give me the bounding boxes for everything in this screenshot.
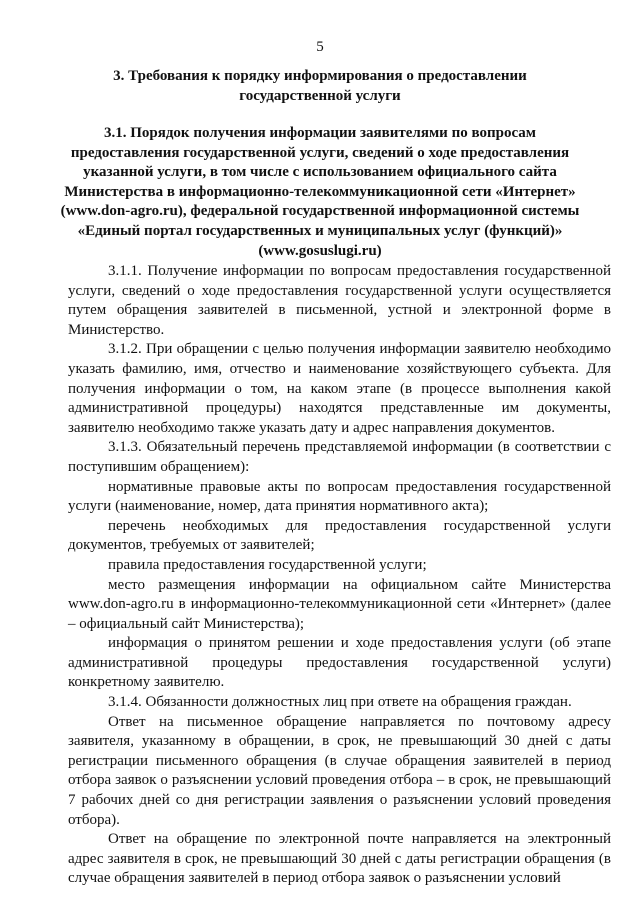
section-title-line: государственной услуги xyxy=(239,87,401,104)
subsection-title xyxy=(60,124,580,261)
paragraph: место размещения информации на официальном сайте Министерства www.don-agro.ru в информационно-телекоммуникационной сети «Интернет» (далее – официальный сайт Министерства); xyxy=(68,576,611,632)
paragraph: перечень необходимых для предоставления государственной услуги документов, требуемых от заявителей; xyxy=(68,517,611,554)
subsection-title-line: указанной услуги, в том числе с использованием официального сайта xyxy=(83,164,557,181)
subsection-title-line: Министерства в информационно-телекоммуникационной сети «Интернет» xyxy=(64,183,576,200)
section-title xyxy=(60,67,580,106)
paragraph: информация о принятом решении и ходе предоставления услуги (об этапе административной процедуры предоставления государственной услуги) конкретному заявителю. xyxy=(68,635,611,691)
paragraph: нормативные правовые акты по вопросам предоставления государственной услуги (наименование, номер, дата принятия нормативного акта); xyxy=(68,478,611,515)
section-title-line: 3. Требования к порядку информирования о предоставлении xyxy=(113,68,527,84)
subsection-title-line: 3.1. Порядок получения информации заявителями по вопросам xyxy=(103,125,537,141)
paragraph: Ответ на письменное обращение направляется по почтовому адресу заявителя, указанному в обращении, в срок, не превышающий 30 дней с даты регистрации письменного обращения (в случае обращения заявителей в период отбора заявок о разъяснении условий проведения отбора – в срок, не превышающий 7 рабочих дней со дня регистрации заявления о разъяснении условий проведения отбора). xyxy=(68,713,611,828)
paragraph: 3.1.1. Получение информации по вопросам предоставления государственной услуги, сведений о ходе предоставления государственной услуги осуществляется путем обращения заявителей в письменной, устной и электронной форме в Министерство. xyxy=(68,263,611,338)
subsection-title-line: (www.don-agro.ru), федеральной государственной информационной системы xyxy=(60,203,580,220)
paragraph: правила предоставления государственной услуги; xyxy=(108,556,427,573)
paragraph: Ответ на обращение по электронной почте направляется на электронный адрес заявителя в срок, не превышающий 30 дней с даты регистрации обращения (в случае обращения заявителей в период отбора заявок о разъяснении условий xyxy=(68,831,611,887)
paragraph: 3.1.4. Обязанности должностных лиц при ответе на обращения граждан. xyxy=(108,694,572,711)
paragraph: 3.1.3. Обязательный перечень представляемой информации (в соответствии с поступившим обращением): xyxy=(68,439,611,475)
subsection-title-line: (www.gosuslugi.ru) xyxy=(258,242,382,259)
subsection-title-line: «Единый портал государственных и муниципальных услуг (функций)» xyxy=(77,222,563,239)
paragraph: 3.1.2. При обращении с целью получения информации заявителю необходимо указать фамилию, имя, отчество и наименование хозяйствующего субъекта. Для получения информации о том, на каком этапе (в процессе выполнения какой административной процедуры) находятся представленные им документы, заявителю необходимо также указать дату и адрес направления документов. xyxy=(68,341,611,436)
subsection-title-line: предоставления государственной услуги, сведений о ходе предоставления xyxy=(70,144,570,161)
page-number: 5 xyxy=(316,39,324,55)
body-text xyxy=(68,262,611,889)
